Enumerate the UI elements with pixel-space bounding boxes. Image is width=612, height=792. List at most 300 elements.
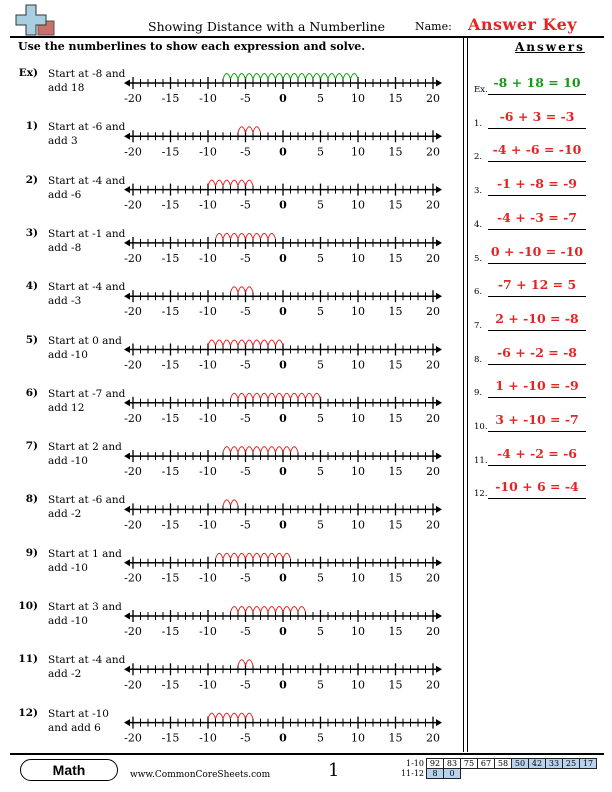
score-cell-empty bbox=[563, 769, 580, 779]
tick-label: -5 bbox=[240, 305, 251, 319]
tick-label: -20 bbox=[124, 411, 142, 425]
arrow-right-icon bbox=[436, 346, 442, 353]
arrow-left-icon bbox=[124, 453, 130, 460]
tick-label: 20 bbox=[426, 465, 440, 479]
tick-label: 20 bbox=[426, 625, 440, 638]
tick-label: 15 bbox=[388, 625, 403, 638]
hop-arc bbox=[343, 74, 351, 80]
answer-line bbox=[488, 465, 586, 466]
hop-arc bbox=[268, 607, 276, 613]
tick-label: -5 bbox=[240, 731, 251, 745]
answer-number: 5. bbox=[474, 253, 483, 264]
tick-label: 15 bbox=[388, 92, 403, 105]
tick-label: 10 bbox=[351, 92, 365, 105]
tick-label: -5 bbox=[240, 678, 251, 692]
tick-label: 20 bbox=[426, 678, 440, 692]
arrow-left-icon bbox=[124, 186, 130, 193]
problem-line-1: Start at -10 bbox=[48, 707, 109, 720]
hop-arc bbox=[306, 393, 314, 399]
hop-arc bbox=[246, 447, 254, 453]
hop-arc bbox=[268, 447, 276, 453]
numberline bbox=[124, 713, 442, 745]
problem-label: 4) bbox=[25, 280, 38, 293]
arrow-left-icon bbox=[124, 506, 130, 513]
score-cell-empty bbox=[512, 769, 529, 779]
hop-arc bbox=[261, 607, 269, 613]
numberline bbox=[124, 233, 442, 265]
hop-arc bbox=[336, 74, 344, 80]
hop-arc bbox=[253, 127, 261, 133]
problem-label: 1) bbox=[25, 120, 38, 133]
answer-text: 0 + -10 = -10 bbox=[490, 243, 584, 259]
answer-key-heading: Answer Key bbox=[468, 15, 578, 34]
problem-line-1: Start at -7 and bbox=[48, 387, 126, 400]
hop-arc bbox=[223, 553, 231, 559]
tick-label: -15 bbox=[161, 145, 180, 159]
tick-label: 0 bbox=[279, 92, 287, 105]
hop-arc bbox=[313, 393, 321, 399]
answer-text: -8 + 18 = 10 bbox=[493, 75, 581, 90]
hop-arc bbox=[276, 447, 284, 453]
score-cell: 83 bbox=[444, 759, 461, 769]
tick-label: -5 bbox=[240, 92, 251, 105]
hop-arc bbox=[253, 340, 261, 346]
problem-line-2: and add 6 bbox=[48, 721, 101, 734]
tick-label: 0 bbox=[279, 571, 287, 585]
hop-arc bbox=[238, 180, 246, 186]
score-cell: 92 bbox=[427, 759, 444, 769]
problem-line-1: Start at -1 and bbox=[48, 227, 126, 240]
problem-line-1: Start at 1 and bbox=[48, 547, 122, 560]
hop-arc bbox=[351, 74, 359, 80]
hop-arc bbox=[253, 607, 261, 613]
tick-label: -15 bbox=[161, 465, 180, 479]
tick-label: 20 bbox=[426, 198, 440, 212]
answer-number: 12. bbox=[474, 489, 488, 500]
hop-arc bbox=[238, 713, 246, 719]
hop-arc bbox=[223, 233, 231, 239]
score-cell: 25 bbox=[563, 759, 580, 769]
hop-arc bbox=[268, 553, 276, 559]
hop-arc bbox=[283, 447, 291, 453]
hop-arc bbox=[216, 553, 224, 559]
score-cell: 42 bbox=[529, 759, 546, 769]
footer-divider bbox=[10, 753, 604, 755]
hop-arc bbox=[223, 340, 231, 346]
answer-line bbox=[488, 161, 586, 162]
tick-label: -5 bbox=[240, 198, 251, 212]
hop-arc bbox=[291, 447, 299, 453]
hop-arc bbox=[283, 607, 291, 613]
numberline bbox=[124, 660, 442, 692]
problem-line-1: Start at -6 and bbox=[48, 121, 126, 134]
answer-line bbox=[488, 229, 586, 230]
arrow-left-icon bbox=[124, 80, 130, 87]
tick-label: -20 bbox=[124, 145, 142, 159]
tick-label: 10 bbox=[351, 731, 365, 745]
answer-text: 2 + -10 = -8 bbox=[495, 310, 579, 326]
arrow-left-icon bbox=[124, 293, 130, 300]
answer-text: 3 + -10 = -7 bbox=[495, 412, 579, 427]
arrow-left-icon bbox=[124, 399, 130, 406]
hop-arc bbox=[231, 233, 239, 239]
tick-label: 0 bbox=[279, 625, 287, 638]
problem-line-1: Start at -4 and bbox=[48, 654, 126, 667]
problem-line-2: add -10 bbox=[48, 561, 88, 574]
score-row-label: 1-10 bbox=[406, 759, 424, 768]
tick-label: 10 bbox=[351, 198, 365, 212]
answer-line bbox=[488, 128, 586, 129]
answer-number: 8. bbox=[474, 354, 483, 365]
tick-label: 15 bbox=[388, 251, 403, 265]
answer-line bbox=[488, 94, 586, 95]
tick-label: -15 bbox=[161, 678, 180, 692]
answer-text: -6 + 3 = -3 bbox=[499, 108, 575, 124]
arrow-left-icon bbox=[124, 239, 130, 246]
answer-line bbox=[488, 195, 586, 196]
answer-text: -7 + 12 = 5 bbox=[497, 277, 577, 293]
answer-text: 1 + -10 = -9 bbox=[495, 378, 579, 394]
hop-arc bbox=[283, 74, 291, 80]
answer-number: 7. bbox=[474, 320, 483, 331]
score-cell: 50 bbox=[512, 759, 529, 769]
tick-label: 5 bbox=[317, 251, 324, 265]
page-number: 1 bbox=[328, 760, 340, 781]
hop-arc bbox=[238, 393, 246, 399]
numberline bbox=[124, 393, 442, 425]
tick-label: 10 bbox=[351, 465, 365, 479]
problem-label: 12) bbox=[18, 706, 38, 719]
tick-label: 5 bbox=[317, 411, 324, 425]
tick-label: 0 bbox=[279, 411, 287, 425]
tick-label: -20 bbox=[124, 198, 142, 212]
answer-number: 4. bbox=[474, 219, 483, 230]
tick-label: -20 bbox=[124, 571, 142, 585]
tick-label: -10 bbox=[199, 465, 217, 479]
hop-arc bbox=[276, 340, 284, 346]
hop-arc bbox=[216, 180, 224, 186]
tick-label: 10 bbox=[351, 358, 365, 372]
hop-arc bbox=[238, 287, 246, 293]
numberline bbox=[124, 127, 442, 159]
hop-arc bbox=[231, 553, 239, 559]
score-cell-empty bbox=[478, 769, 495, 779]
hop-arc bbox=[231, 447, 239, 453]
tick-label: -20 bbox=[124, 678, 142, 692]
tick-label: -5 bbox=[240, 411, 251, 425]
tick-label: 15 bbox=[388, 358, 403, 372]
answer-line bbox=[488, 397, 586, 398]
tick-label: -20 bbox=[124, 92, 142, 105]
hop-arc bbox=[216, 713, 224, 719]
answer-text: -10 + 6 = -4 bbox=[495, 479, 579, 495]
tick-label: -15 bbox=[161, 358, 180, 372]
problem-line-2: add 12 bbox=[48, 401, 85, 414]
answer-line bbox=[488, 330, 586, 331]
problem-line-1: Start at 3 and bbox=[48, 601, 122, 613]
tick-label: 15 bbox=[388, 305, 403, 319]
answer-number: 11. bbox=[474, 455, 488, 466]
tick-label: -5 bbox=[240, 251, 251, 265]
numberline bbox=[124, 607, 442, 639]
hop-arc bbox=[238, 233, 246, 239]
problem-label: 3) bbox=[25, 226, 38, 239]
tick-label: -15 bbox=[161, 625, 180, 638]
tick-label: 10 bbox=[351, 145, 365, 159]
score-cell: 67 bbox=[478, 759, 495, 769]
tick-label: 5 bbox=[317, 305, 324, 319]
tick-label: 15 bbox=[388, 731, 403, 745]
tick-label: 5 bbox=[317, 198, 324, 212]
arrow-left-icon bbox=[124, 133, 130, 140]
problem-line-2: add -2 bbox=[48, 668, 82, 681]
tick-label: 0 bbox=[279, 731, 287, 745]
website-link[interactable]: www.CommonCoreSheets.com bbox=[130, 770, 271, 780]
arrow-left-icon bbox=[124, 613, 130, 620]
numberline bbox=[124, 447, 442, 479]
hop-arc bbox=[246, 660, 254, 666]
hop-arc bbox=[268, 233, 276, 239]
problem-line-2: add -2 bbox=[48, 508, 82, 521]
tick-label: -5 bbox=[240, 358, 251, 372]
problem-line-2: add -8 bbox=[48, 241, 82, 254]
tick-label: 15 bbox=[388, 145, 403, 159]
numberline bbox=[124, 340, 442, 372]
hop-arc bbox=[246, 287, 254, 293]
tick-label: -20 bbox=[124, 358, 142, 372]
hop-arc bbox=[261, 447, 269, 453]
problem-label: 6) bbox=[25, 386, 38, 399]
tick-label: 5 bbox=[317, 145, 324, 159]
tick-label: -20 bbox=[124, 251, 142, 265]
answers-title: Answers bbox=[515, 40, 585, 54]
hop-arc bbox=[238, 607, 246, 613]
tick-label: 0 bbox=[279, 251, 287, 265]
tick-label: -10 bbox=[199, 625, 217, 638]
tick-label: 5 bbox=[317, 465, 324, 479]
tick-label: -10 bbox=[199, 678, 217, 692]
hop-arc bbox=[283, 553, 291, 559]
hop-arc bbox=[231, 500, 239, 506]
hop-arc bbox=[291, 607, 299, 613]
arrow-right-icon bbox=[436, 719, 442, 726]
answer-text: -4 + -6 = -10 bbox=[492, 142, 582, 158]
subject-badge: Math bbox=[20, 759, 118, 781]
score-cell: 75 bbox=[461, 759, 478, 769]
hop-arc bbox=[276, 74, 284, 80]
arrow-left-icon bbox=[124, 559, 130, 566]
tick-label: -15 bbox=[161, 251, 180, 265]
problem-line-1: Start at -6 and bbox=[48, 494, 126, 507]
arrow-right-icon bbox=[436, 133, 442, 140]
hop-arc bbox=[231, 180, 239, 186]
hop-arc bbox=[268, 393, 276, 399]
hop-arc bbox=[261, 553, 269, 559]
hop-arc bbox=[238, 553, 246, 559]
answer-number: 1. bbox=[474, 118, 483, 129]
arrow-right-icon bbox=[436, 613, 442, 620]
arrow-right-icon bbox=[436, 186, 442, 193]
hop-arc bbox=[238, 74, 246, 80]
arrow-right-icon bbox=[436, 80, 442, 87]
tick-label: 15 bbox=[388, 518, 403, 532]
answer-number: 2. bbox=[474, 152, 483, 163]
score-cell-empty bbox=[529, 769, 546, 779]
tick-label: 20 bbox=[426, 411, 440, 425]
arrow-right-icon bbox=[436, 506, 442, 513]
numberline bbox=[124, 287, 442, 319]
hop-arc bbox=[208, 713, 216, 719]
hop-arc bbox=[246, 340, 254, 346]
hop-arc bbox=[231, 340, 239, 346]
tick-label: -5 bbox=[240, 571, 251, 585]
problem-line-1: Start at -4 and bbox=[48, 281, 126, 294]
score-row-label: 11-12 bbox=[400, 769, 424, 778]
tick-label: -5 bbox=[240, 145, 251, 159]
hop-arc bbox=[306, 74, 314, 80]
problem-line-1: Start at -4 and bbox=[48, 174, 126, 187]
hop-arc bbox=[216, 340, 224, 346]
tick-label: -10 bbox=[199, 731, 217, 745]
answer-number: 9. bbox=[474, 388, 483, 399]
tick-label: 10 bbox=[351, 678, 365, 692]
hop-arc bbox=[223, 500, 231, 506]
hop-arc bbox=[298, 607, 306, 613]
hop-arc bbox=[246, 553, 254, 559]
hop-arc bbox=[253, 74, 261, 80]
hop-arc bbox=[276, 607, 284, 613]
hop-arc bbox=[298, 393, 306, 399]
tick-label: 0 bbox=[279, 198, 287, 212]
page-title: Showing Distance with a Numberline bbox=[148, 19, 386, 34]
tick-label: 20 bbox=[426, 145, 440, 159]
score-cell-empty bbox=[580, 769, 597, 779]
hop-arc bbox=[238, 127, 246, 133]
instructions: Use the numberlines to show each expression and solve. bbox=[18, 40, 366, 53]
hop-arc bbox=[238, 340, 246, 346]
tick-label: -15 bbox=[161, 411, 180, 425]
tick-label: -15 bbox=[161, 198, 180, 212]
tick-label: -10 bbox=[199, 92, 217, 105]
tick-label: 0 bbox=[279, 518, 287, 532]
hop-arc bbox=[246, 713, 254, 719]
problem-label: Ex) bbox=[18, 67, 38, 79]
tick-label: -15 bbox=[161, 571, 180, 585]
tick-label: 20 bbox=[426, 571, 440, 585]
score-cell: 0 bbox=[444, 769, 461, 779]
tick-label: -15 bbox=[161, 731, 180, 745]
hop-arc bbox=[261, 340, 269, 346]
tick-label: 0 bbox=[279, 465, 287, 479]
hop-arc bbox=[276, 553, 284, 559]
hop-arc bbox=[216, 233, 224, 239]
hop-arc bbox=[246, 233, 254, 239]
hop-arc bbox=[223, 713, 231, 719]
tick-label: -5 bbox=[240, 465, 251, 479]
arrow-right-icon bbox=[436, 293, 442, 300]
problem-line-2: add -6 bbox=[48, 188, 82, 201]
numberline bbox=[124, 553, 442, 585]
tick-label: 10 bbox=[351, 411, 365, 425]
tick-label: 20 bbox=[426, 92, 440, 105]
hop-arc bbox=[208, 340, 216, 346]
problem-line-2: add -10 bbox=[48, 615, 88, 627]
tick-label: -20 bbox=[124, 465, 142, 479]
hop-arc bbox=[253, 393, 261, 399]
tick-label: -10 bbox=[199, 518, 217, 532]
arrow-right-icon bbox=[436, 399, 442, 406]
tick-label: 5 bbox=[317, 678, 324, 692]
hop-arc bbox=[231, 713, 239, 719]
hop-arc bbox=[261, 393, 269, 399]
problem-label: 10) bbox=[18, 600, 38, 612]
hop-arc bbox=[276, 393, 284, 399]
hop-arc bbox=[223, 180, 231, 186]
tick-label: 5 bbox=[317, 92, 324, 105]
problem-line-2: add 3 bbox=[48, 135, 78, 148]
arrow-right-icon bbox=[436, 559, 442, 566]
score-cell: 33 bbox=[546, 759, 563, 769]
answer-line bbox=[488, 364, 586, 365]
tick-label: -10 bbox=[199, 251, 217, 265]
hop-arc bbox=[268, 74, 276, 80]
tick-label: -10 bbox=[199, 571, 217, 585]
hop-arc bbox=[261, 74, 269, 80]
numberline bbox=[124, 74, 442, 106]
hop-arc bbox=[268, 340, 276, 346]
problem-label: 5) bbox=[25, 333, 38, 346]
tick-label: -10 bbox=[199, 411, 217, 425]
answer-number: 6. bbox=[474, 287, 483, 298]
answer-number: Ex. bbox=[474, 85, 488, 95]
score-cell: 58 bbox=[495, 759, 512, 769]
problem-line-1: Start at 0 and bbox=[48, 334, 122, 347]
hop-arc bbox=[261, 233, 269, 239]
arrow-left-icon bbox=[124, 719, 130, 726]
hop-arc bbox=[291, 393, 299, 399]
tick-label: 0 bbox=[279, 358, 287, 372]
problem-label: 9) bbox=[25, 546, 38, 559]
tick-label: 10 bbox=[351, 305, 365, 319]
problem-label: 7) bbox=[25, 440, 38, 453]
hop-arc bbox=[321, 74, 329, 80]
tick-label: 5 bbox=[317, 625, 324, 638]
answer-line bbox=[488, 263, 586, 264]
tick-label: 15 bbox=[388, 411, 403, 425]
tick-label: -10 bbox=[199, 358, 217, 372]
problem-label: 11) bbox=[18, 653, 38, 666]
tick-label: -5 bbox=[240, 625, 251, 638]
arrow-right-icon bbox=[436, 453, 442, 460]
tick-label: 0 bbox=[279, 678, 287, 692]
hop-arc bbox=[238, 447, 246, 453]
hop-arc bbox=[231, 393, 239, 399]
tick-label: 15 bbox=[388, 571, 403, 585]
tick-label: 10 bbox=[351, 518, 365, 532]
answer-line bbox=[488, 296, 586, 297]
tick-label: 0 bbox=[279, 305, 287, 319]
tick-label: -20 bbox=[124, 625, 142, 638]
hop-arc bbox=[231, 607, 239, 613]
tick-label: 15 bbox=[388, 465, 403, 479]
arrow-left-icon bbox=[124, 666, 130, 673]
score-table bbox=[396, 758, 597, 779]
hop-arc bbox=[253, 233, 261, 239]
tick-label: -10 bbox=[199, 305, 217, 319]
tick-label: -10 bbox=[199, 198, 217, 212]
hop-arc bbox=[246, 607, 254, 613]
score-row bbox=[396, 769, 597, 779]
